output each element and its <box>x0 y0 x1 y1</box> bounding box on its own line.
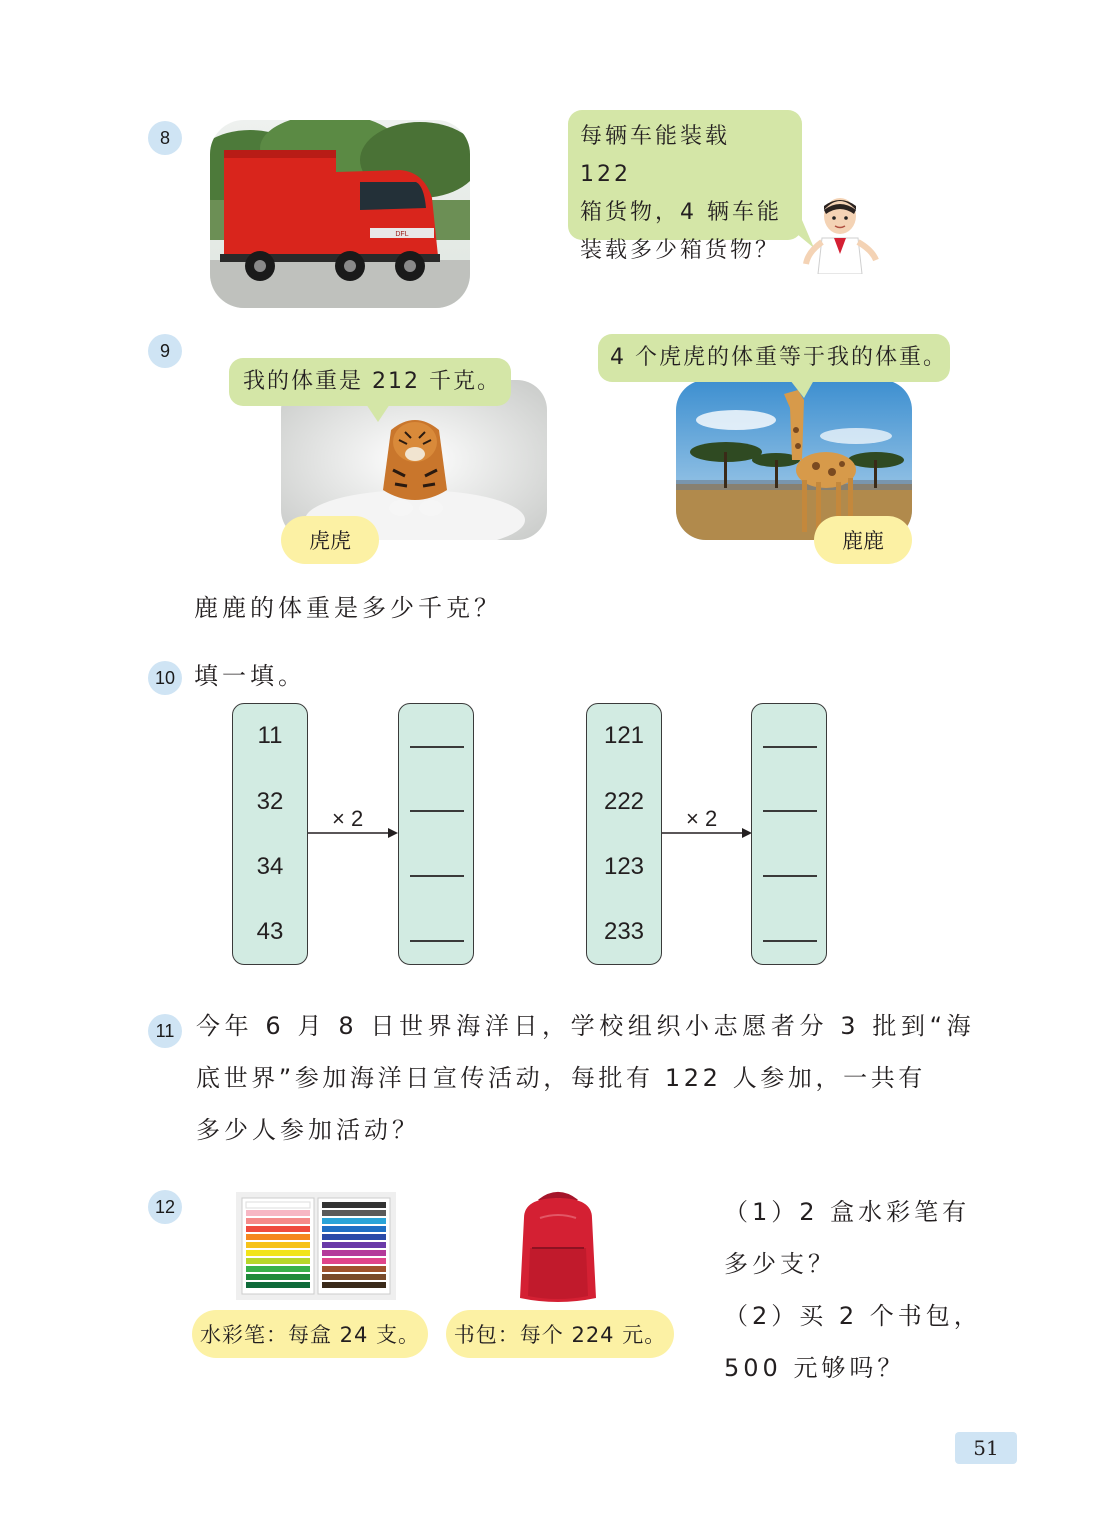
q10-g1-input-3: 34 <box>256 853 284 880</box>
q10-instruction: 填一填。 <box>194 662 306 690</box>
q10-answer-box-2 <box>751 703 827 965</box>
q10-g2-blank-3[interactable] <box>763 875 817 877</box>
q10-g2-blank-4[interactable] <box>763 940 817 942</box>
q10-g1-blank-3[interactable] <box>410 875 464 877</box>
tiger-speech-bubble: 我的体重是 212 千克。 <box>229 358 511 406</box>
giraffe-bubble-tail <box>790 380 820 400</box>
q10-answer-box-1 <box>398 703 474 965</box>
q11-line-2: 底世界”参加海洋日宣传活动，每批有 122 人参加，一共有 <box>196 1064 926 1092</box>
backpack-price-label: 书包：每个 224 元。 <box>446 1310 674 1358</box>
q10-g1-blank-2[interactable] <box>410 810 464 812</box>
q12-sub-line-1: （1）2 盒水彩笔有 <box>724 1198 971 1226</box>
backpack-image <box>510 1188 606 1306</box>
page-number: 51 <box>955 1432 1017 1464</box>
tiger-name-label: 虎虎 <box>281 516 379 564</box>
q10-input-box-2 <box>586 703 662 965</box>
question-number-11: 11 <box>148 1014 182 1048</box>
q8-speech-bubble <box>568 110 802 263</box>
q10-g2-input-4: 233 <box>603 918 645 945</box>
q10-g1-input-4: 43 <box>256 918 284 945</box>
truck-illustration <box>210 120 470 308</box>
tiger-bubble-tail <box>366 404 396 424</box>
q10-g2-input-3: 123 <box>603 853 645 880</box>
q11-line-1: 今年 6 月 8 日世界海洋日，学校组织小志愿者分 3 批到“海 <box>196 1012 976 1040</box>
question-number-10: 10 <box>148 661 182 695</box>
q10-g1-operation: × 2 <box>332 806 364 831</box>
truck-photo <box>210 120 470 308</box>
q12-sub-line-4: 500 元够吗？ <box>724 1354 906 1382</box>
q10-g1-input-1: 11 <box>257 722 283 749</box>
q8-speech-line-2: 箱货物，4 辆车能 <box>580 200 782 225</box>
q10-input-box-1 <box>232 703 308 965</box>
q12-sub-line-3: （2）买 2 个书包， <box>724 1302 982 1330</box>
giraffe-speech-bubble: 4 个虎虎的体重等于我的体重。 <box>598 334 950 382</box>
q10-g1-input-2: 32 <box>256 788 284 815</box>
q9-question: 鹿鹿的体重是多少千克？ <box>194 594 502 622</box>
q10-g2-input-1: 121 <box>603 722 645 749</box>
truck-plate-text: DFL <box>395 231 409 238</box>
q10-g1-blank-4[interactable] <box>410 940 464 942</box>
giraffe-name-label: 鹿鹿 <box>814 516 912 564</box>
q8-speech-line-3: 装载多少箱货物？ <box>580 238 781 263</box>
q10-g2-blank-1[interactable] <box>763 746 817 748</box>
q12-sub-line-2: 多少支？ <box>724 1250 836 1278</box>
watercolor-pens-image <box>236 1192 396 1300</box>
pens-price-label: 水彩笔：每盒 24 支。 <box>192 1310 428 1358</box>
q10-g1-arrow <box>308 826 400 840</box>
q11-line-3: 多少人参加活动？ <box>196 1116 420 1144</box>
question-number-12: 12 <box>148 1190 182 1224</box>
q10-g2-operation: × 2 <box>686 806 718 831</box>
boy-icon <box>800 194 880 274</box>
q10-g1-blank-1[interactable] <box>410 746 464 748</box>
q10-g2-input-2: 222 <box>603 788 645 815</box>
question-number-8: 8 <box>148 121 182 155</box>
q10-g2-arrow <box>662 826 754 840</box>
question-number-9: 9 <box>148 334 182 368</box>
q8-speech-line-1: 每辆车能装载 122 <box>580 124 731 187</box>
q10-g2-blank-2[interactable] <box>763 810 817 812</box>
